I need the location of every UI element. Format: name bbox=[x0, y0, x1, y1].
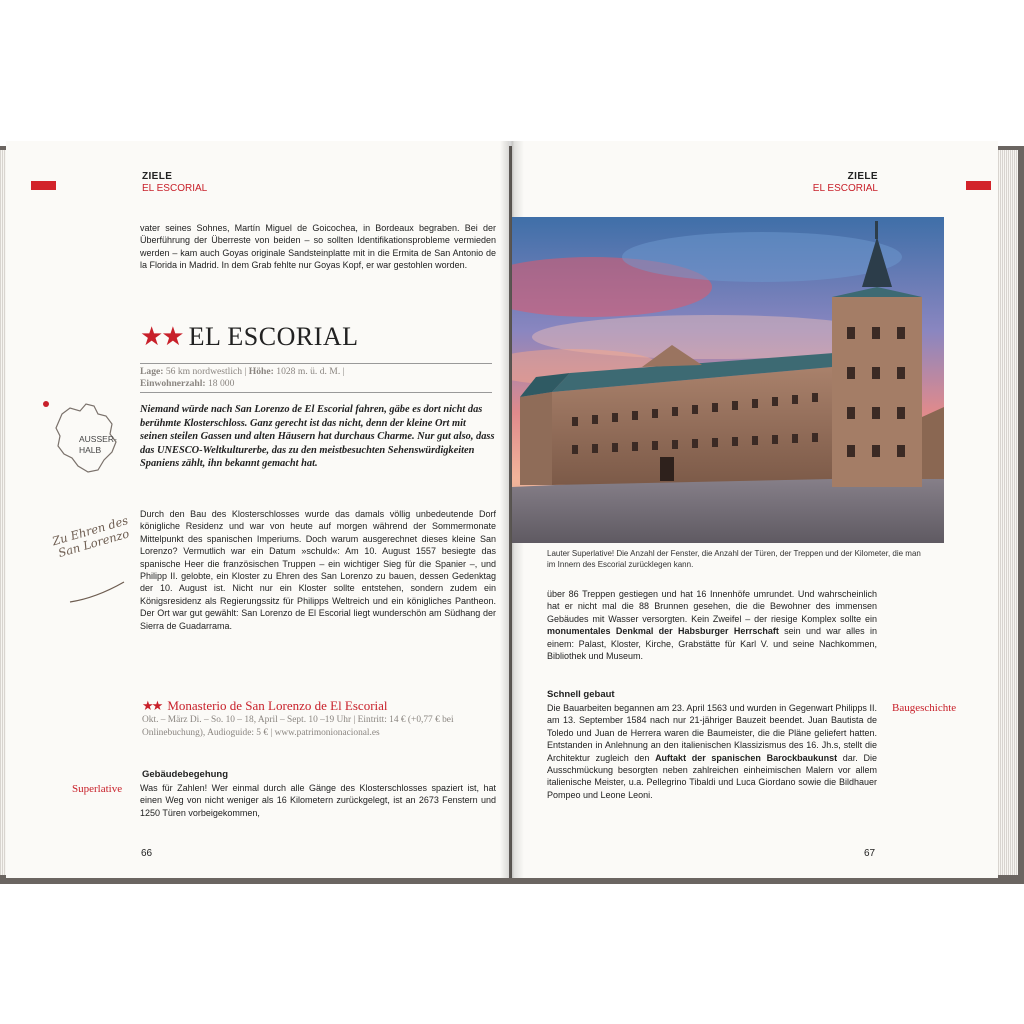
running-head-level2: EL ESCORIAL bbox=[812, 183, 878, 194]
subhead-left: Gebäudebegehung bbox=[142, 769, 229, 780]
sight-title: ★★ Monasterio de San Lorenzo de El Escorial bbox=[142, 698, 388, 713]
chapter-tab-left bbox=[31, 181, 56, 190]
escorial-photo bbox=[512, 217, 944, 543]
main-text: Durch den Bau des Klosterschlosses wurde das damals völlig unbedeutende Dorf königliche Residenz und war von heute auf morgen während der Sommermonate Mittelpunkt des spanischen Imperiums. Doch warum ausgerechnet dieses kleine San Lorenzo? Vermutlich war ein Datum »schuld«: Am 10. August 1557 besiegte das spanische Heer die französischen Truppen – ein wichtiger Sieg für die Spanier –, und Philipp II. gelobte, ein Kloster zu Ehren des San Lorenzo zu bauen, dessen Gedenktag der 10. August ist. Nicht nur ein Kloster sollte entstehen, sondern zudem ein Königsresidenz als Regierungssitz für Philipps Weltreich und ein königliches Pantheon. Der Ort war gut gewählt: San Lorenzo de El Escorial liegt wunderschön am Südhang der Sierra de Guadarrama. bbox=[140, 509, 496, 631]
page-number-right: 67 bbox=[864, 848, 876, 859]
section-title bbox=[140, 322, 359, 352]
rating-stars: ★★ bbox=[140, 322, 183, 351]
location-info: Lage: 56 km nordwestlich | Höhe: 1028 m. ü. d. M. | Einwohnerzahl: 18 000 bbox=[140, 363, 492, 393]
photo-caption: Lauter Superlative! Die Anzahl der Fenster, die Anzahl der Türen, der Treppen und der Kilometer, die man im Innern des Escorial zurücklegen kann. bbox=[547, 549, 921, 569]
handwritten-note: Zu Ehren des San Lorenzo bbox=[50, 513, 131, 561]
page-edges-right bbox=[996, 150, 1018, 875]
running-head-level1: ZIELE bbox=[847, 171, 878, 182]
running-head-right bbox=[790, 171, 878, 195]
sub-text-left: Was für Zahlen! Wer einmal durch alle Gänge des Klosterschlosses spaziert ist, hat einen Weg von nicht weniger als 16 Kilometern zurückgelegt, ist an 2673 Fenstern und 1250 Türen vorbeigekommen, bbox=[140, 783, 496, 818]
margin-note-left: Superlative bbox=[72, 783, 123, 795]
page-number-left: 66 bbox=[141, 848, 153, 859]
subhead-right: Schnell gebaut bbox=[547, 689, 615, 700]
running-head-level2: EL ESCORIAL bbox=[142, 183, 208, 194]
running-head-left bbox=[142, 171, 207, 195]
sight-stars: ★★ bbox=[142, 698, 162, 713]
sight-info: Okt. – März Di. – So. 10 – 18, April – Sept. 10 –19 Uhr | Eintritt: 14 € (+0,77 € bei Onlinebuchung), Audioguide: 5 € | www.patrimonionacional.es bbox=[142, 715, 454, 738]
section-title-text: EL ESCORIAL bbox=[188, 322, 359, 351]
right-text-2: Die Bauarbeiten begannen am 23. April 1563 und wurden in Gegenwart Philipps II. am 13. September 1584 nach nur 21-jähriger Bauzeit beendet. Juan Bautista de Toledo und Juan de Herrera waren die Baumeister, die die Pläne geliefert hatten. Entstanden in Anlehnung an den italienischen Klassizismus des 16. Jh.s, stellt die Architektur zugleich den Auftakt der spanischen Barockbaukunst dar. Die Ausschmückung besorgten neben zahlreichen einheimischen Malern vor allem italienische Meister, u.a. Pellegrino Tibaldi und Luca Giordano sowie die Bildhauer Pompeo und Leone Leoni. bbox=[547, 703, 877, 800]
intro-text: Niemand würde nach San Lorenzo de El Escorial fahren, gäbe es dort nicht das berühmte Klosterschloss. Ganz gerecht ist das nicht, denn der kleine Ort mit seinen steilen Gassen und alten Häusern hat durchaus Charme. Nur gut also, dass das UNESCO-Weltkulturerbe, das zu den meistbesuchten Sehenswürdigkeiten Spaniens zählt, ihn bekannt gemacht hat. bbox=[140, 404, 495, 469]
handwritten-arrow-icon bbox=[66, 576, 130, 606]
margin-note-right: Baugeschichte bbox=[892, 702, 957, 714]
right-text-1: über 86 Treppen gestiegen und hat 16 Innenhöfe umrundet. Und wahrscheinlich hat er nicht mal die 88 Brunnen gesehen, die die Bewohner des immensen Gebäudes mit Wasser versorgten. Kein Zweifel – der riesige Komplex sollte ein monumentales Denkmal der Habsburger Herrschaft sein und war alles in einem: Palast, Kloster, Kirche, Grabstätte für Karl V. und seine Nachkommen, Bibliothek und Museum. bbox=[547, 589, 877, 662]
map-label: AUSSER-HALB bbox=[79, 434, 117, 455]
continuation-text: vater seines Sohnes, Martín Miguel de Goicochea, in Bordeaux begraben. Bei der Überführung der Überreste von beiden – so sollten Identifikationsprobleme vermieden werden – kam auch Goyas originale Sandsteinplatte mit in die Ermita de San Antonio de la Florida in Madrid. In dem Grab fehlte nur Goyas Kopf, er war gestohlen worden. bbox=[140, 223, 496, 271]
running-head-level1: ZIELE bbox=[142, 171, 173, 182]
chapter-tab-right bbox=[966, 181, 991, 190]
